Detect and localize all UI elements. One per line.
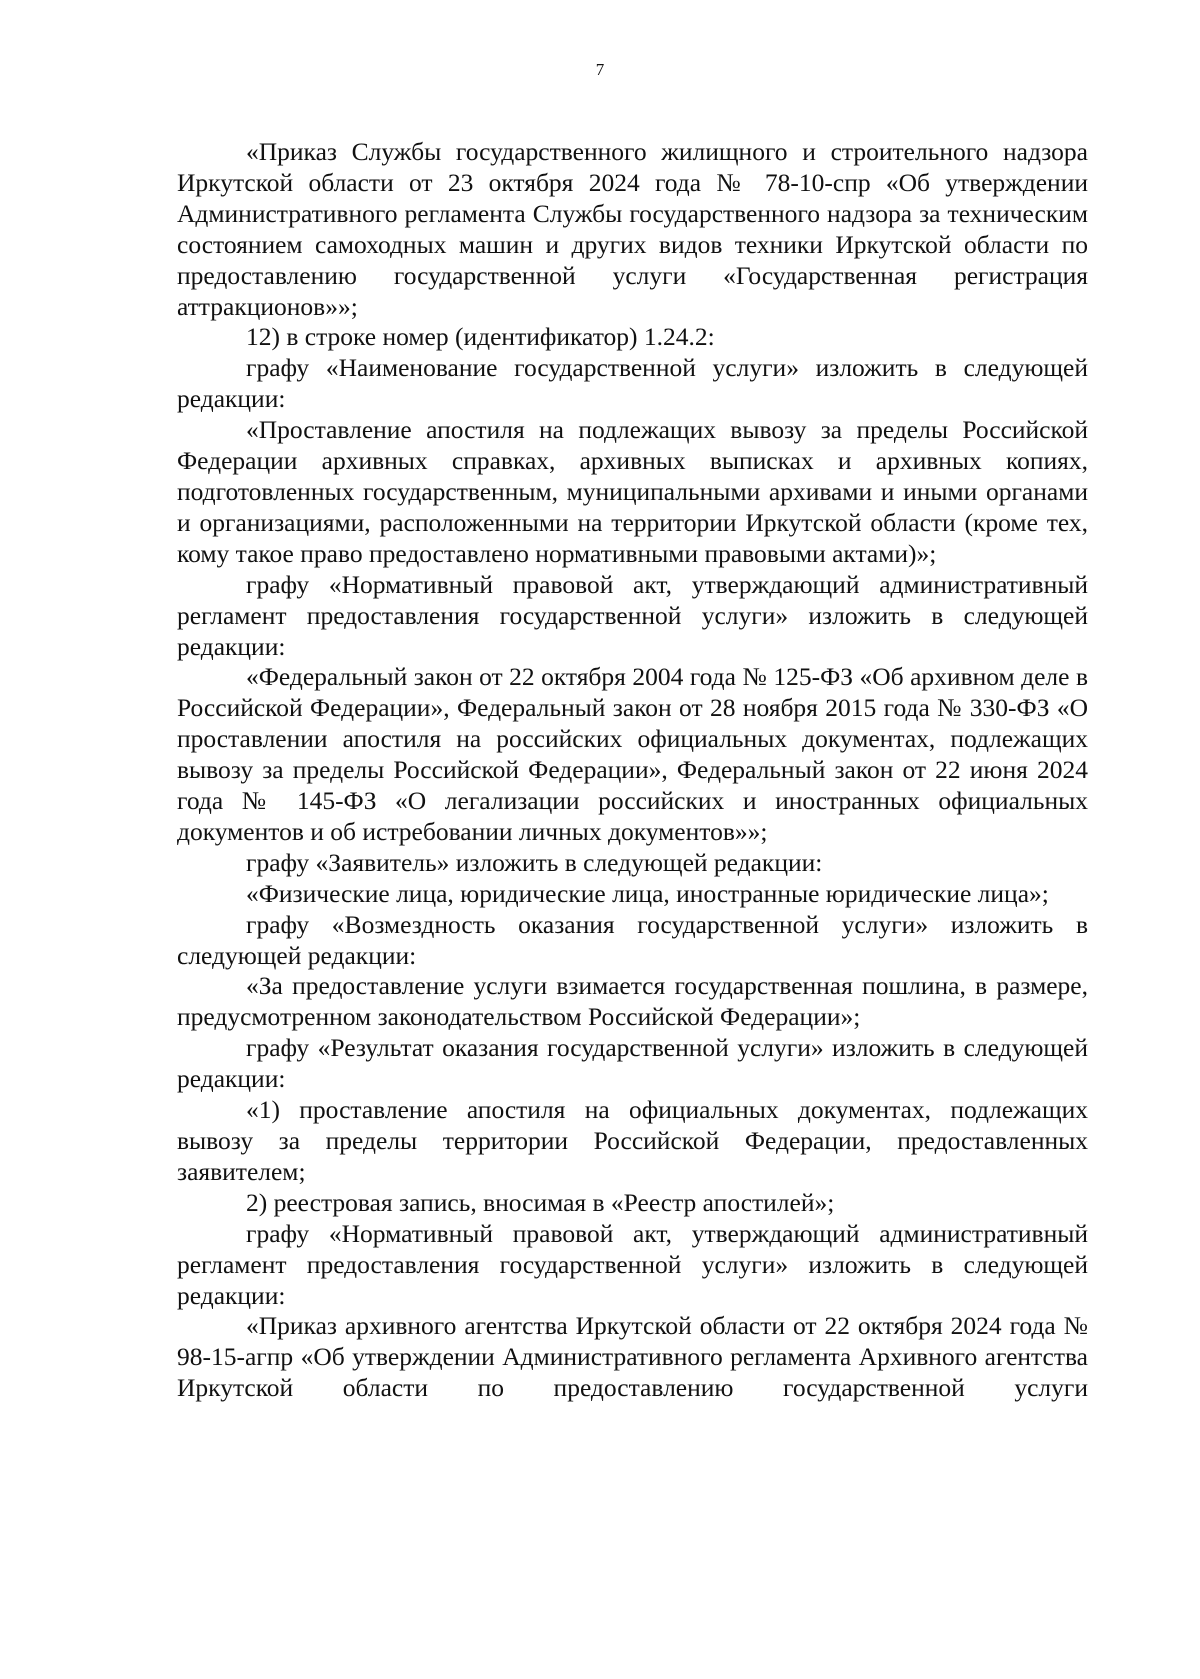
paragraph-grafa-normativnyi-akt-2: графу «Нормативный правовой акт, утверждающий административный регламент предоставления государственной услуги» изложить в следующей редакции: — [177, 1218, 1088, 1310]
document-body — [177, 137, 1088, 1404]
paragraph-fizicheskie-litsa: «Физические лица, юридические лица, иностранные юридические лица»; — [246, 878, 1049, 908]
paragraph-item-12: 12) в строке номер (идентификатор) 1.24.2: — [246, 322, 715, 352]
paragraph-grafa-vozmezdnost: графу «Возмездность оказания государственной услуги» изложить в следующей редакции: — [177, 909, 1088, 970]
paragraph-rezultat-2: 2) реестровая запись, вносимая в «Реестр апостилей»; — [246, 1187, 835, 1217]
paragraph-grafa-rezultat: графу «Результат оказания государственной услуги» изложить в следующей редакции: — [177, 1033, 1088, 1094]
paragraph-prikaz-arkhivnogo-agentstva: «Приказ архивного агентства Иркутской области от 22 октября 2024 года № 98-15-агпр «Об утверждении Административного регламента Архивного агентства Иркутской области по предоставлению государственной услуги — [177, 1311, 1088, 1403]
paragraph-federalnyi-zakon: «Федеральный закон от 22 октября 2004 года № 125-ФЗ «Об архивном деле в Российской Федерации», Федеральный закон от 28 ноября 2015 года № 330-ФЗ «О проставлении апостиля на российских официальных документах, подлежащих вывозу за пределы Российской Федерации», Федеральный закон от 22 июня 2024 года № 145-ФЗ «О легализации российских и иностранных официальных документов и об истребовании личных документов»»; — [177, 662, 1088, 846]
paragraph-rezultat-1: «1) проставление апостиля на официальных документах, подлежащих вывозу за пределы территории Российской Федерации, предоставленных заявителем; — [177, 1095, 1088, 1186]
paragraph-grafa-normativnyi-akt: графу «Нормативный правовой акт, утверждающий административный регламент предоставления государственной услуги» изложить в следующей редакции: — [177, 569, 1088, 661]
paragraph-gosposhlina: «За предоставление услуги взимается государственная пошлина, в размере, предусмотренном законодательством Российской Федерации»; — [177, 971, 1088, 1032]
page-number: 7 — [595, 60, 605, 79]
paragraph-prostavlenie-apostilya: «Проставление апостиля на подлежащих вывозу за пределы Российской Федерации архивных справках, архивных выписках и архивных копиях, подготовленных государственным, муниципальными архивами и иными органами и организациями, расположенными на территории Иркутской области (кроме тех, кому такое право предоставлено нормативными правовыми актами)»; — [177, 415, 1088, 568]
paragraph-grafa-naimenovanie: графу «Наименование государственной услуги» изложить в следующей редакции: — [177, 353, 1088, 414]
paragraph-grafa-zayavitel: графу «Заявитель» изложить в следующей редакции: — [246, 847, 823, 877]
paragraph-prikaz-sluzhby: «Приказ Службы государственного жилищного и строительного надзора Иркутской области от 23 октября 2024 года № 78-10-спр «Об утверждении Административного регламента Службы государственного надзора за техническим состоянием самоходных машин и других видов техники Иркутской области по предоставлению государственной услуги «Государственная регистрация аттракционов»»; — [177, 137, 1088, 321]
